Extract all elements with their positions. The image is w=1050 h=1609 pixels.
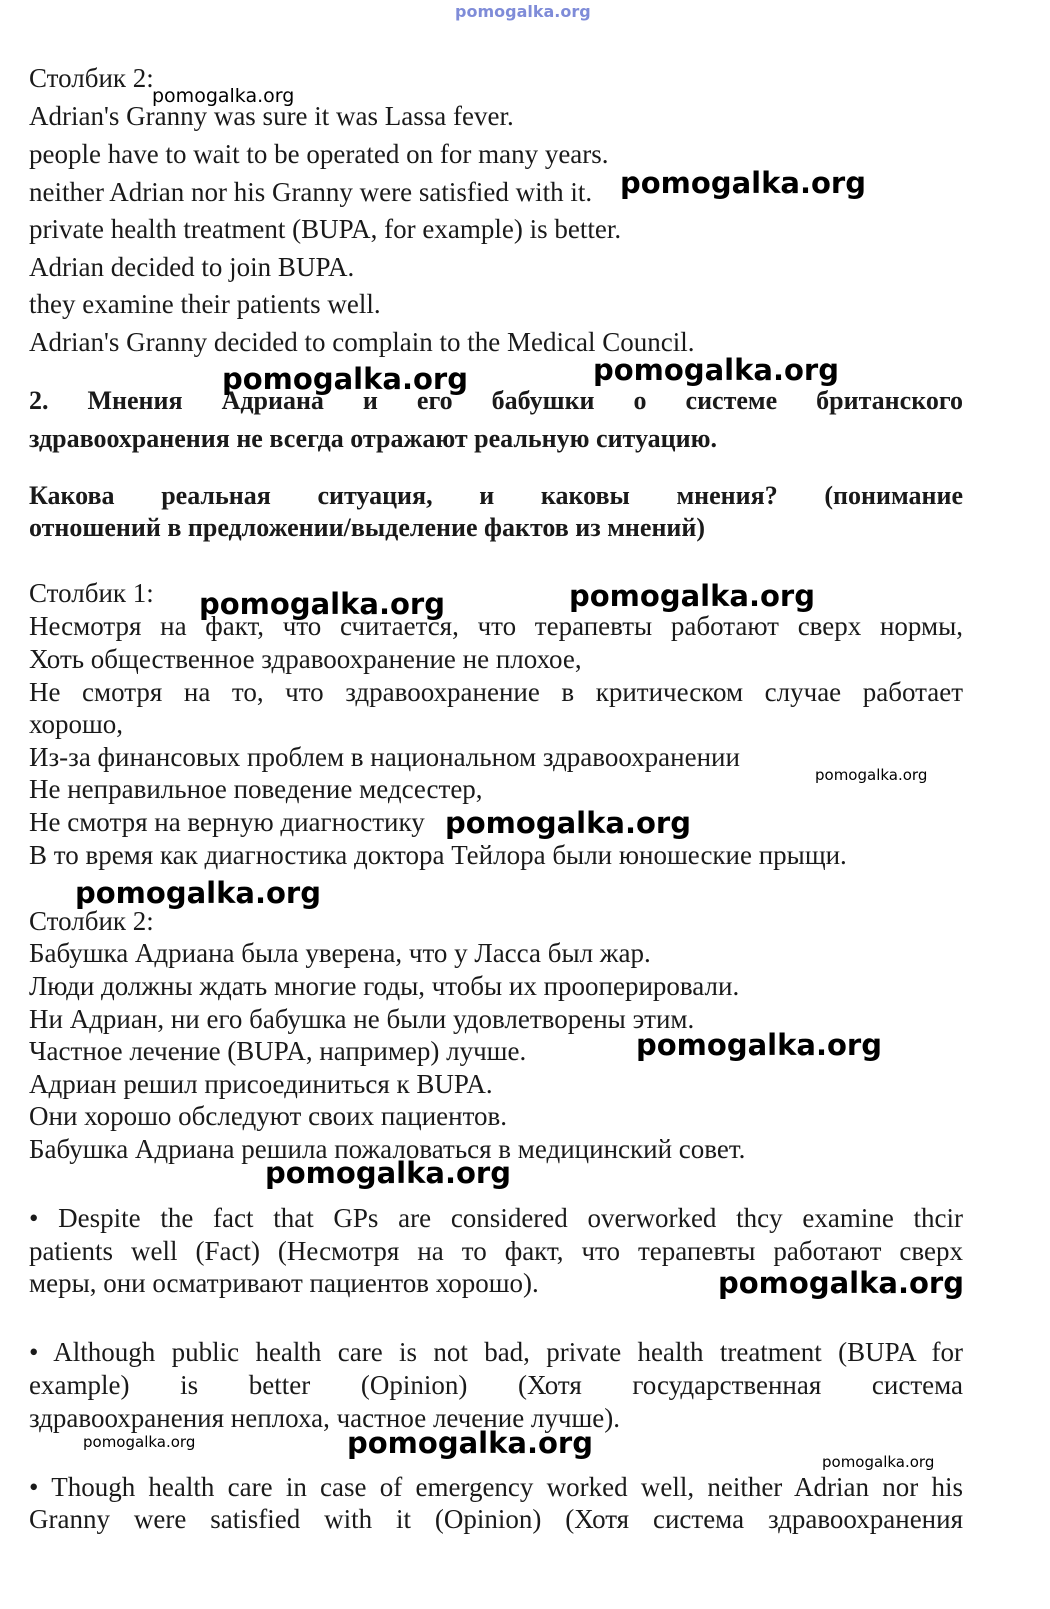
- column1-ru-line: Хоть общественное здравоохранение не плохое,: [29, 644, 582, 674]
- bullet-1-line3: меры, они осматривают пациентов хорошо).: [29, 1268, 539, 1298]
- column2-ru-line: Ни Адриан, ни его бабушка не были удовлетворены этим.: [29, 1004, 695, 1034]
- task2-heading-line2: здравоохранения не всегда отражают реальную ситуацию.: [29, 424, 717, 453]
- column2-en-line: private health treatment (BUPA, for example) is better.: [29, 214, 622, 244]
- bullet-2-line3: здравоохранения неплоха, частное лечение лучше).: [29, 1403, 620, 1433]
- watermark-text: pomogalka.org: [199, 587, 445, 621]
- column2-en-line: Adrian decided to join BUPA.: [29, 252, 355, 282]
- column1-ru-line: Несмотря на факт, что считается, что терапевты работают сверх нормы,: [29, 611, 963, 641]
- column2-en-line: people have to wait to be operated on for many years.: [29, 139, 609, 169]
- bullet-1-line2: patients well (Fact) (Несмотря на то факт, что терапевты работают сверх: [29, 1236, 963, 1266]
- bullet-2-line2: example) is better (Opinion) (Хотя государственная система: [29, 1370, 963, 1400]
- watermark-text: pomogalka.org: [822, 1453, 935, 1471]
- watermark-text: pomogalka.org: [347, 1426, 593, 1460]
- watermark-text: pomogalka.org: [593, 353, 839, 387]
- column2-en-heading: Столбик 2:: [29, 63, 154, 93]
- bullet-3-line2: Granny were satisfied with it (Opinion) (Хотя система здравоохранения: [29, 1504, 963, 1534]
- column2-en-line: Adrian's Granny decided to complain to the Medical Council.: [29, 327, 695, 357]
- column1-ru-line: Не смотря на верную диагностику: [29, 807, 425, 837]
- column2-ru-line: Бабушка Адриана была уверена, что у Ласса был жар.: [29, 938, 651, 968]
- watermark-text: pomogalka.org: [569, 579, 815, 613]
- column2-ru-line: Они хорошо обследуют своих пациентов.: [29, 1101, 508, 1131]
- watermark-text: pomogalka.org: [75, 876, 321, 910]
- column2-ru-line: Бабушка Адриана решила пожаловаться в медицинский совет.: [29, 1134, 746, 1164]
- watermark-text: pomogalka.org: [620, 166, 866, 200]
- column1-ru-line: Из-за финансовых проблем в национальном здравоохранении: [29, 742, 740, 772]
- watermark-text: pomogalka.org: [718, 1266, 964, 1300]
- task2-heading-line1: 2. Мнения Адриана и его бабушки о системе британского: [29, 386, 963, 415]
- column2-en-line: they examine their patients well.: [29, 289, 381, 319]
- column1-ru-heading: Столбик 1:: [29, 578, 154, 608]
- column2-en-line: neither Adrian nor his Granny were satisfied with it.: [29, 177, 593, 207]
- question-line2: отношений в предложении/выделение фактов из мнений): [29, 513, 706, 542]
- watermark-text: pomogalka.org: [83, 1433, 196, 1451]
- watermark-text: pomogalka.org: [815, 766, 928, 784]
- bullet-1-line1: • Despite the fact that GPs are considered overworked thcy examine thcir: [29, 1203, 963, 1233]
- bullet-3-line1: • Though health care in case of emergency worked well, neither Adrian nor his: [29, 1472, 963, 1502]
- watermark-text: pomogalka.org: [265, 1156, 511, 1190]
- question-line1: Какова реальная ситуация, и каковы мнения? (понимание: [29, 481, 963, 510]
- column2-ru-line: Адриан решил присоединиться к BUPA.: [29, 1069, 493, 1099]
- watermark-text: pomogalka.org: [636, 1028, 882, 1062]
- watermark-text: pomogalka.org: [445, 806, 691, 840]
- column2-ru-line: Люди должны ждать многие годы, чтобы их прооперировали.: [29, 971, 740, 1001]
- column1-ru-line: Не неправильное поведение медсестер,: [29, 774, 483, 804]
- column1-ru-line: Не смотря на то, что здравоохранение в критическом случае работает: [29, 677, 963, 707]
- column1-ru-line: В то время как диагностика доктора Тейлора были юношеские прыщи.: [29, 840, 847, 870]
- column2-ru-line: Частное лечение (BUPA, например) лучше.: [29, 1036, 527, 1066]
- watermark-text: pomogalka.org: [455, 2, 591, 21]
- column2-en-line: Adrian's Granny was sure it was Lassa fever.: [29, 101, 514, 131]
- watermark-text: pomogalka.org: [222, 362, 468, 396]
- column1-ru-line: хорошо,: [29, 709, 124, 739]
- watermark-text: pomogalka.org: [152, 85, 295, 107]
- bullet-2-line1: • Although public health care is not bad, private health treatment (BUPA for: [29, 1337, 963, 1367]
- column2-ru-heading: Столбик 2:: [29, 906, 154, 936]
